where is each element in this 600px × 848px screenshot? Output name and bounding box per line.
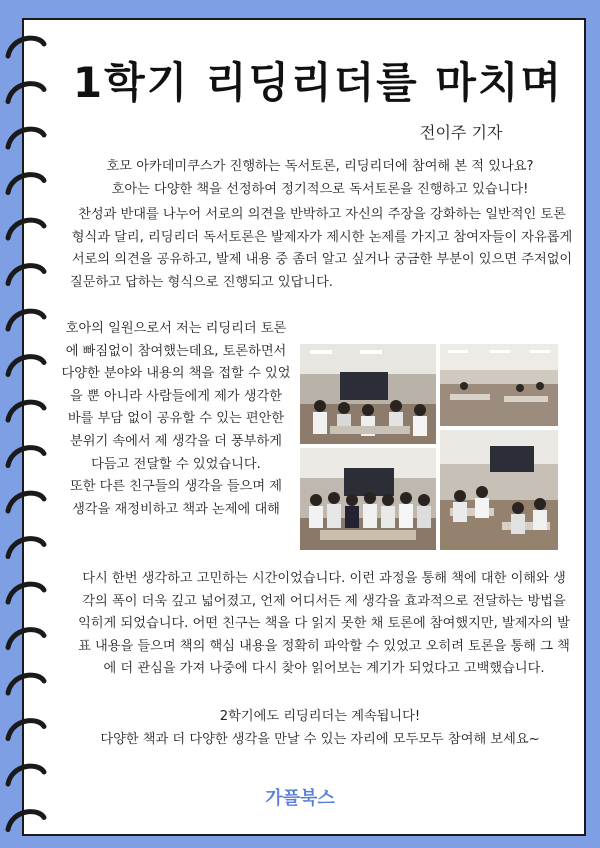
side-line: 호아의 일원으로서 저는 리딩리더 토론	[65, 321, 287, 336]
paragraph-line: 익히게 되었습니다. 어떤 친구는 책을 다 읽지 못한 채 토론에 참여했지만, 발제자의 발	[78, 616, 570, 631]
side-line: 다듬고 전달할 수 있었습니다.	[91, 456, 261, 472]
side-line: 생각을 재정비하고 책과 논제에 대해	[72, 501, 280, 517]
side-line: 분위기 속에서 제 생각을 더 풍부하게	[69, 433, 283, 449]
intro-line: 호모 아카데미쿠스가 진행하는 독서토론, 리딩리더에 참여해 본 적 있나요?	[106, 159, 534, 174]
spiral-ring	[8, 84, 44, 102]
classroom-tables-photo	[440, 344, 558, 426]
spiral-ring	[8, 584, 44, 602]
closing-line: 다양한 책과 더 다양한 생각을 만날 수 있는 자리에 모두모두 참여해 보세요~	[100, 731, 540, 747]
spiral-ring	[8, 448, 44, 466]
paragraph-line: 각의 폭이 더욱 깊고 넓어졌고, 언제 어디서든 제 생각을 효과적으로 전달하는 방법을	[82, 593, 566, 609]
spiral-ring	[8, 812, 44, 830]
students-at-tables-photo	[440, 430, 558, 550]
side-line: 또한 다른 친구들의 생각을 들으며 제	[69, 479, 283, 495]
spiral-ring	[8, 175, 44, 193]
group-photo	[300, 448, 436, 550]
paragraph-1	[62, 204, 582, 294]
paragraph-line: 서로의 의견을 공유하고, 발제 내용 중 좀더 알고 싶거나 궁금한 부분이 있으면 주저없이	[71, 252, 573, 267]
spiral-ring	[8, 675, 44, 693]
side-line: 에 빠짐없이 참여했는데요, 토론하면서	[65, 343, 287, 359]
paragraph-line: 찬성과 반대를 나누어 서로의 의견을 반박하고 자신의 주장을 강화하는 일반적인 토론	[78, 207, 566, 222]
closing-block	[60, 706, 580, 751]
footer-brand: 가플북스	[265, 788, 335, 809]
paragraph-line: 형식과 달리, 리딩리더 독서토론은 발제자가 제시한 논제를 가지고 참여자들이 자유롭게	[71, 229, 573, 245]
spiral-ring	[8, 311, 44, 329]
paragraph-line: 표 내용을 들으며 책의 핵심 내용을 정확히 파악할 수 있었고 오히려 토론을 통해 그 책	[78, 638, 570, 654]
spiral-ring	[8, 539, 44, 557]
byline: 전이주 기자	[420, 123, 503, 142]
photo-collage	[300, 344, 558, 550]
closing-line: 2학기에도 리딩리더는 계속됩니다!	[219, 709, 421, 724]
spiral-ring	[8, 38, 44, 56]
spiral-ring	[8, 721, 44, 739]
side-line: 을 뿐 아니라 사람들에게 제가 생각한	[69, 388, 283, 404]
paragraph-line: 다시 한번 생각하고 고민하는 시간이었습니다. 이런 과정을 통해 책에 대한 이해와 생	[82, 571, 566, 586]
spiral-ring	[8, 766, 44, 784]
side-text	[52, 318, 300, 521]
paragraph-2	[68, 568, 580, 681]
spiral-ring	[8, 493, 44, 511]
discussion-room-photo	[300, 344, 436, 444]
paragraph-line: 질문하고 답하는 형식으로 진행되고 있답니다.	[70, 274, 334, 290]
intro-block	[60, 156, 580, 201]
side-line: 바를 부담 없이 공유할 수 있는 편안한	[67, 411, 285, 427]
spiral-ring	[8, 357, 44, 375]
page-title: 1학기 리딩리더를 마치며	[72, 58, 564, 107]
spiral-ring	[8, 129, 44, 147]
spiral-ring	[8, 402, 44, 420]
spiral-binding	[0, 0, 60, 848]
side-line: 다양한 분야와 내용의 책을 접할 수 있었	[61, 366, 291, 382]
spiral-ring	[8, 266, 44, 284]
spiral-ring	[8, 220, 44, 238]
spiral-ring	[8, 630, 44, 648]
intro-line: 호아는 다양한 책을 선정하여 정기적으로 독서토론을 진행하고 있습니다!	[111, 181, 529, 197]
paragraph-line: 에 더 관심을 가져 나중에 다시 찾아 읽어보는 계기가 되었다고 고백했습니다.	[103, 661, 545, 676]
